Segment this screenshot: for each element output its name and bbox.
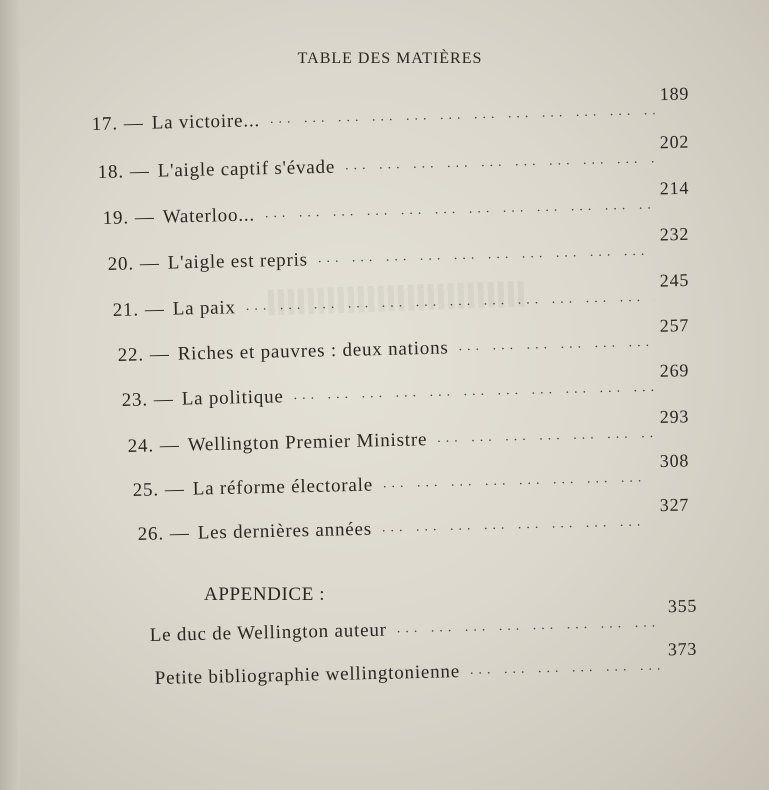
leader-dots xyxy=(397,615,663,641)
appendix-heading: APPENDICE : xyxy=(204,584,326,605)
leader-dots xyxy=(382,514,655,540)
page-number: 189 xyxy=(659,83,690,105)
leader-dots xyxy=(437,426,654,451)
page-number: 293 xyxy=(659,406,690,427)
chapter-title: La politique xyxy=(181,386,284,410)
appendix-entry xyxy=(154,638,698,690)
page-number: 327 xyxy=(659,494,690,516)
chapter-number: 19. xyxy=(102,207,130,230)
leader-dots xyxy=(265,197,655,226)
page-number: 245 xyxy=(659,269,690,291)
chapter-dash: — xyxy=(144,298,165,321)
page-number: 232 xyxy=(659,223,690,245)
chapter-title: Les dernières années xyxy=(197,518,373,544)
leader-dots xyxy=(345,151,655,178)
leader-dots xyxy=(383,470,655,496)
appendix-title: Petite bibliographie wellingtonienne xyxy=(154,661,461,690)
toc-entry-26 xyxy=(137,494,690,546)
chapter-dash: — xyxy=(139,252,160,275)
toc-entry-25 xyxy=(132,450,690,502)
chapter-number: 20. xyxy=(107,253,135,276)
leader-dots xyxy=(470,658,663,682)
chapter-title: Waterloo... xyxy=(162,204,256,228)
page-number: 269 xyxy=(659,360,690,381)
chapter-number: 24. xyxy=(127,435,155,458)
toc-entry-21 xyxy=(112,269,690,322)
page-number: 214 xyxy=(659,177,690,199)
chapter-dash: — xyxy=(134,206,155,229)
chapter-dash: — xyxy=(129,160,150,183)
chapter-title: L'aigle est repris xyxy=(167,249,309,274)
chapter-number: 22. xyxy=(117,344,145,367)
chapter-dash: — xyxy=(169,522,190,545)
toc-entry-22 xyxy=(117,315,690,367)
toc-entry-20 xyxy=(107,223,690,276)
toc-entry-23 xyxy=(121,360,690,412)
toc-entry-24 xyxy=(127,406,690,458)
chapter-number: 18. xyxy=(97,161,125,184)
toc-entry-18 xyxy=(97,131,690,184)
chapter-number: 25. xyxy=(132,479,160,502)
page-number: 373 xyxy=(667,638,698,660)
leader-dots xyxy=(293,380,654,408)
appendix-entry xyxy=(149,595,698,647)
chapter-number: 23. xyxy=(121,389,149,412)
page-number: 257 xyxy=(659,315,690,336)
chapter-number: 26. xyxy=(137,523,165,546)
leader-dots xyxy=(246,290,655,319)
page-number: 355 xyxy=(667,595,698,617)
page-number: 308 xyxy=(659,450,690,472)
chapter-title: Riches et pauvres : deux nations xyxy=(177,337,449,365)
chapter-title: L'aigle captif s'évade xyxy=(157,156,336,182)
chapter-dash: — xyxy=(123,112,144,135)
chapter-number: 17. xyxy=(91,113,119,136)
page-number: 202 xyxy=(659,131,690,153)
chapter-title: La réforme électorale xyxy=(192,474,374,500)
chapter-title: La paix xyxy=(172,297,237,320)
page-title: TABLE DES MATIÈRES xyxy=(297,50,483,67)
chapter-number: 21. xyxy=(112,299,140,322)
leader-dots xyxy=(270,103,655,132)
toc-entry-19 xyxy=(102,177,690,230)
leader-dots xyxy=(318,244,655,272)
chapter-dash: — xyxy=(153,388,174,411)
appendix-title: Le duc de Wellington auteur xyxy=(149,619,388,647)
chapter-dash: — xyxy=(164,478,185,501)
toc-entry-17 xyxy=(91,83,690,136)
chapter-title: Wellington Premier Ministre xyxy=(187,429,428,456)
leader-dots xyxy=(458,335,654,359)
chapter-dash: — xyxy=(159,434,180,457)
chapter-dash: — xyxy=(149,343,170,366)
chapter-title: La victoire... xyxy=(151,110,261,134)
